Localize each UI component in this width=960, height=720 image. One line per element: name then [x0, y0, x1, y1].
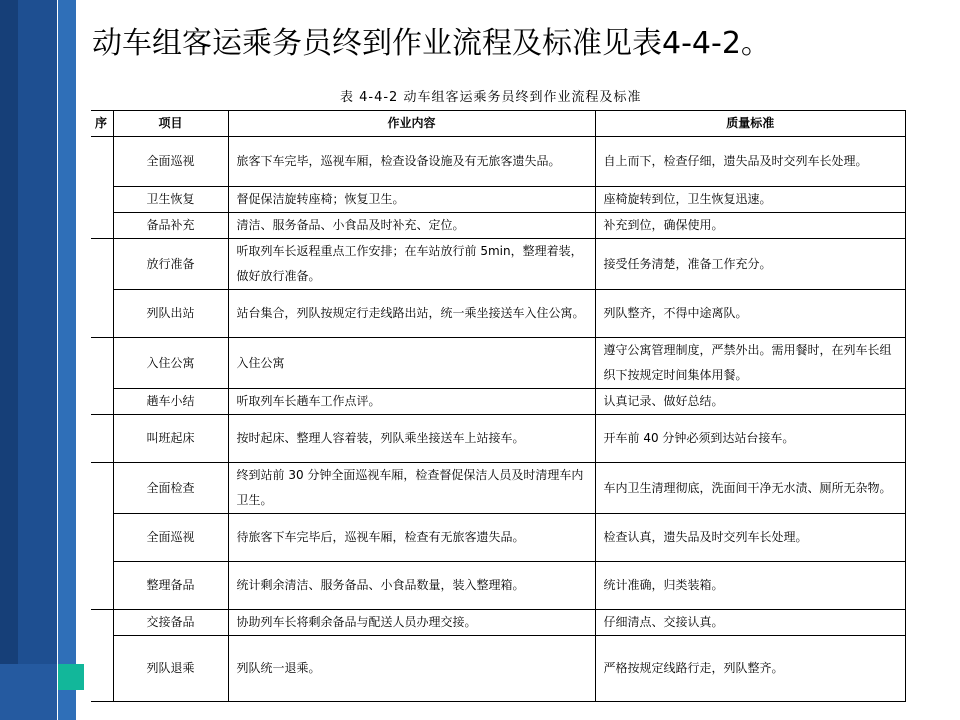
- index-cell: [91, 463, 113, 610]
- standard-cell: 统计准确，归类装箱。: [595, 562, 906, 610]
- standard-cell: 列队整齐，不得中途离队。: [595, 290, 906, 338]
- header-standard: 质量标准: [595, 111, 906, 137]
- table-row: [91, 514, 906, 562]
- content-cell: 终到站前 30 分钟全面巡视车厢，检查督促保洁人员及时清理车内卫生。: [228, 463, 595, 514]
- item-cell: 全面检查: [113, 463, 228, 514]
- standard-cell: 严格按规定线路行走，列队整齐。: [595, 636, 906, 702]
- table-row: [91, 338, 906, 389]
- content-cell: 督促保洁旋转座椅；恢复卫生。: [228, 187, 595, 213]
- flow-table: [91, 110, 906, 702]
- standard-cell: 自上而下，检查仔细，遗失品及时交列车长处理。: [595, 137, 906, 187]
- item-cell: 趟车小结: [113, 389, 228, 415]
- left-decor-dark: [0, 0, 18, 720]
- content-cell: 清洁、服务备品、小食品及时补充、定位。: [228, 213, 595, 239]
- item-cell: 整理备品: [113, 562, 228, 610]
- table-row: [91, 610, 906, 636]
- content-cell: 待旅客下车完毕后，巡视车厢，检查有无旅客遗失品。: [228, 514, 595, 562]
- slide-title: 动车组客运乘务员终到作业流程及标准见表4-4-2。: [92, 26, 771, 61]
- table-row: [91, 239, 906, 290]
- item-cell: 入住公寓: [113, 338, 228, 389]
- table-row: [91, 562, 906, 610]
- index-cell: [91, 610, 113, 702]
- standard-cell: 检查认真，遗失品及时交列车长处理。: [595, 514, 906, 562]
- content-cell: 入住公寓: [228, 338, 595, 389]
- content-cell: 协助列车长将剩余备品与配送人员办理交接。: [228, 610, 595, 636]
- index-cell: [91, 137, 113, 239]
- teal-accent-square: [58, 664, 84, 690]
- standard-cell: 仔细清点、交接认真。: [595, 610, 906, 636]
- content-cell: 旅客下车完毕，巡视车厢，检查设备设施及有无旅客遗失品。: [228, 137, 595, 187]
- table-row: [91, 137, 906, 187]
- left-decor-bottom: [0, 664, 57, 720]
- item-cell: 放行准备: [113, 239, 228, 290]
- index-cell: [91, 338, 113, 415]
- table-row: [91, 213, 906, 239]
- content-cell: 听取列车长返程重点工作安排；在车站放行前 5min，整理着装，做好放行准备。: [228, 239, 595, 290]
- content-cell: 按时起床、整理人容着装，列队乘坐接送车上站接车。: [228, 415, 595, 463]
- standard-cell: 开车前 40 分钟必须到达站台接车。: [595, 415, 906, 463]
- table-header-row: [91, 111, 906, 137]
- content-cell: 站台集合，列队按规定行走线路出站，统一乘坐接送车入住公寓。: [228, 290, 595, 338]
- table-row: [91, 389, 906, 415]
- header-content: 作业内容: [228, 111, 595, 137]
- table-row: [91, 636, 906, 702]
- item-cell: 备品补充: [113, 213, 228, 239]
- standard-cell: 遵守公寓管理制度，严禁外出。需用餐时，在列车长组织下按规定时间集体用餐。: [595, 338, 906, 389]
- header-item: 项目: [113, 111, 228, 137]
- item-cell: 全面巡视: [113, 137, 228, 187]
- standard-cell: 车内卫生清理彻底，洗面间干净无水渍、厕所无杂物。: [595, 463, 906, 514]
- standard-cell: 认真记录、做好总结。: [595, 389, 906, 415]
- index-cell: [91, 239, 113, 338]
- table-row: [91, 415, 906, 463]
- header-index: 序: [91, 111, 113, 137]
- standard-cell: 补充到位，确保使用。: [595, 213, 906, 239]
- table-row: [91, 187, 906, 213]
- item-cell: 列队退乘: [113, 636, 228, 702]
- index-cell: [91, 415, 113, 463]
- standard-cell: 座椅旋转到位，卫生恢复迅速。: [595, 187, 906, 213]
- item-cell: 叫班起床: [113, 415, 228, 463]
- item-cell: 列队出站: [113, 290, 228, 338]
- table-caption: 表 4-4-2 动车组客运乘务员终到作业流程及标准: [340, 90, 642, 105]
- table-row: [91, 290, 906, 338]
- left-decor-stripe: [58, 0, 76, 720]
- item-cell: 卫生恢复: [113, 187, 228, 213]
- content-cell: 听取列车长趟车工作点评。: [228, 389, 595, 415]
- content-cell: 列队统一退乘。: [228, 636, 595, 702]
- item-cell: 全面巡视: [113, 514, 228, 562]
- table-row: [91, 463, 906, 514]
- content-cell: 统计剩余清洁、服务备品、小食品数量，装入整理箱。: [228, 562, 595, 610]
- standard-cell: 接受任务清楚，准备工作充分。: [595, 239, 906, 290]
- item-cell: 交接备品: [113, 610, 228, 636]
